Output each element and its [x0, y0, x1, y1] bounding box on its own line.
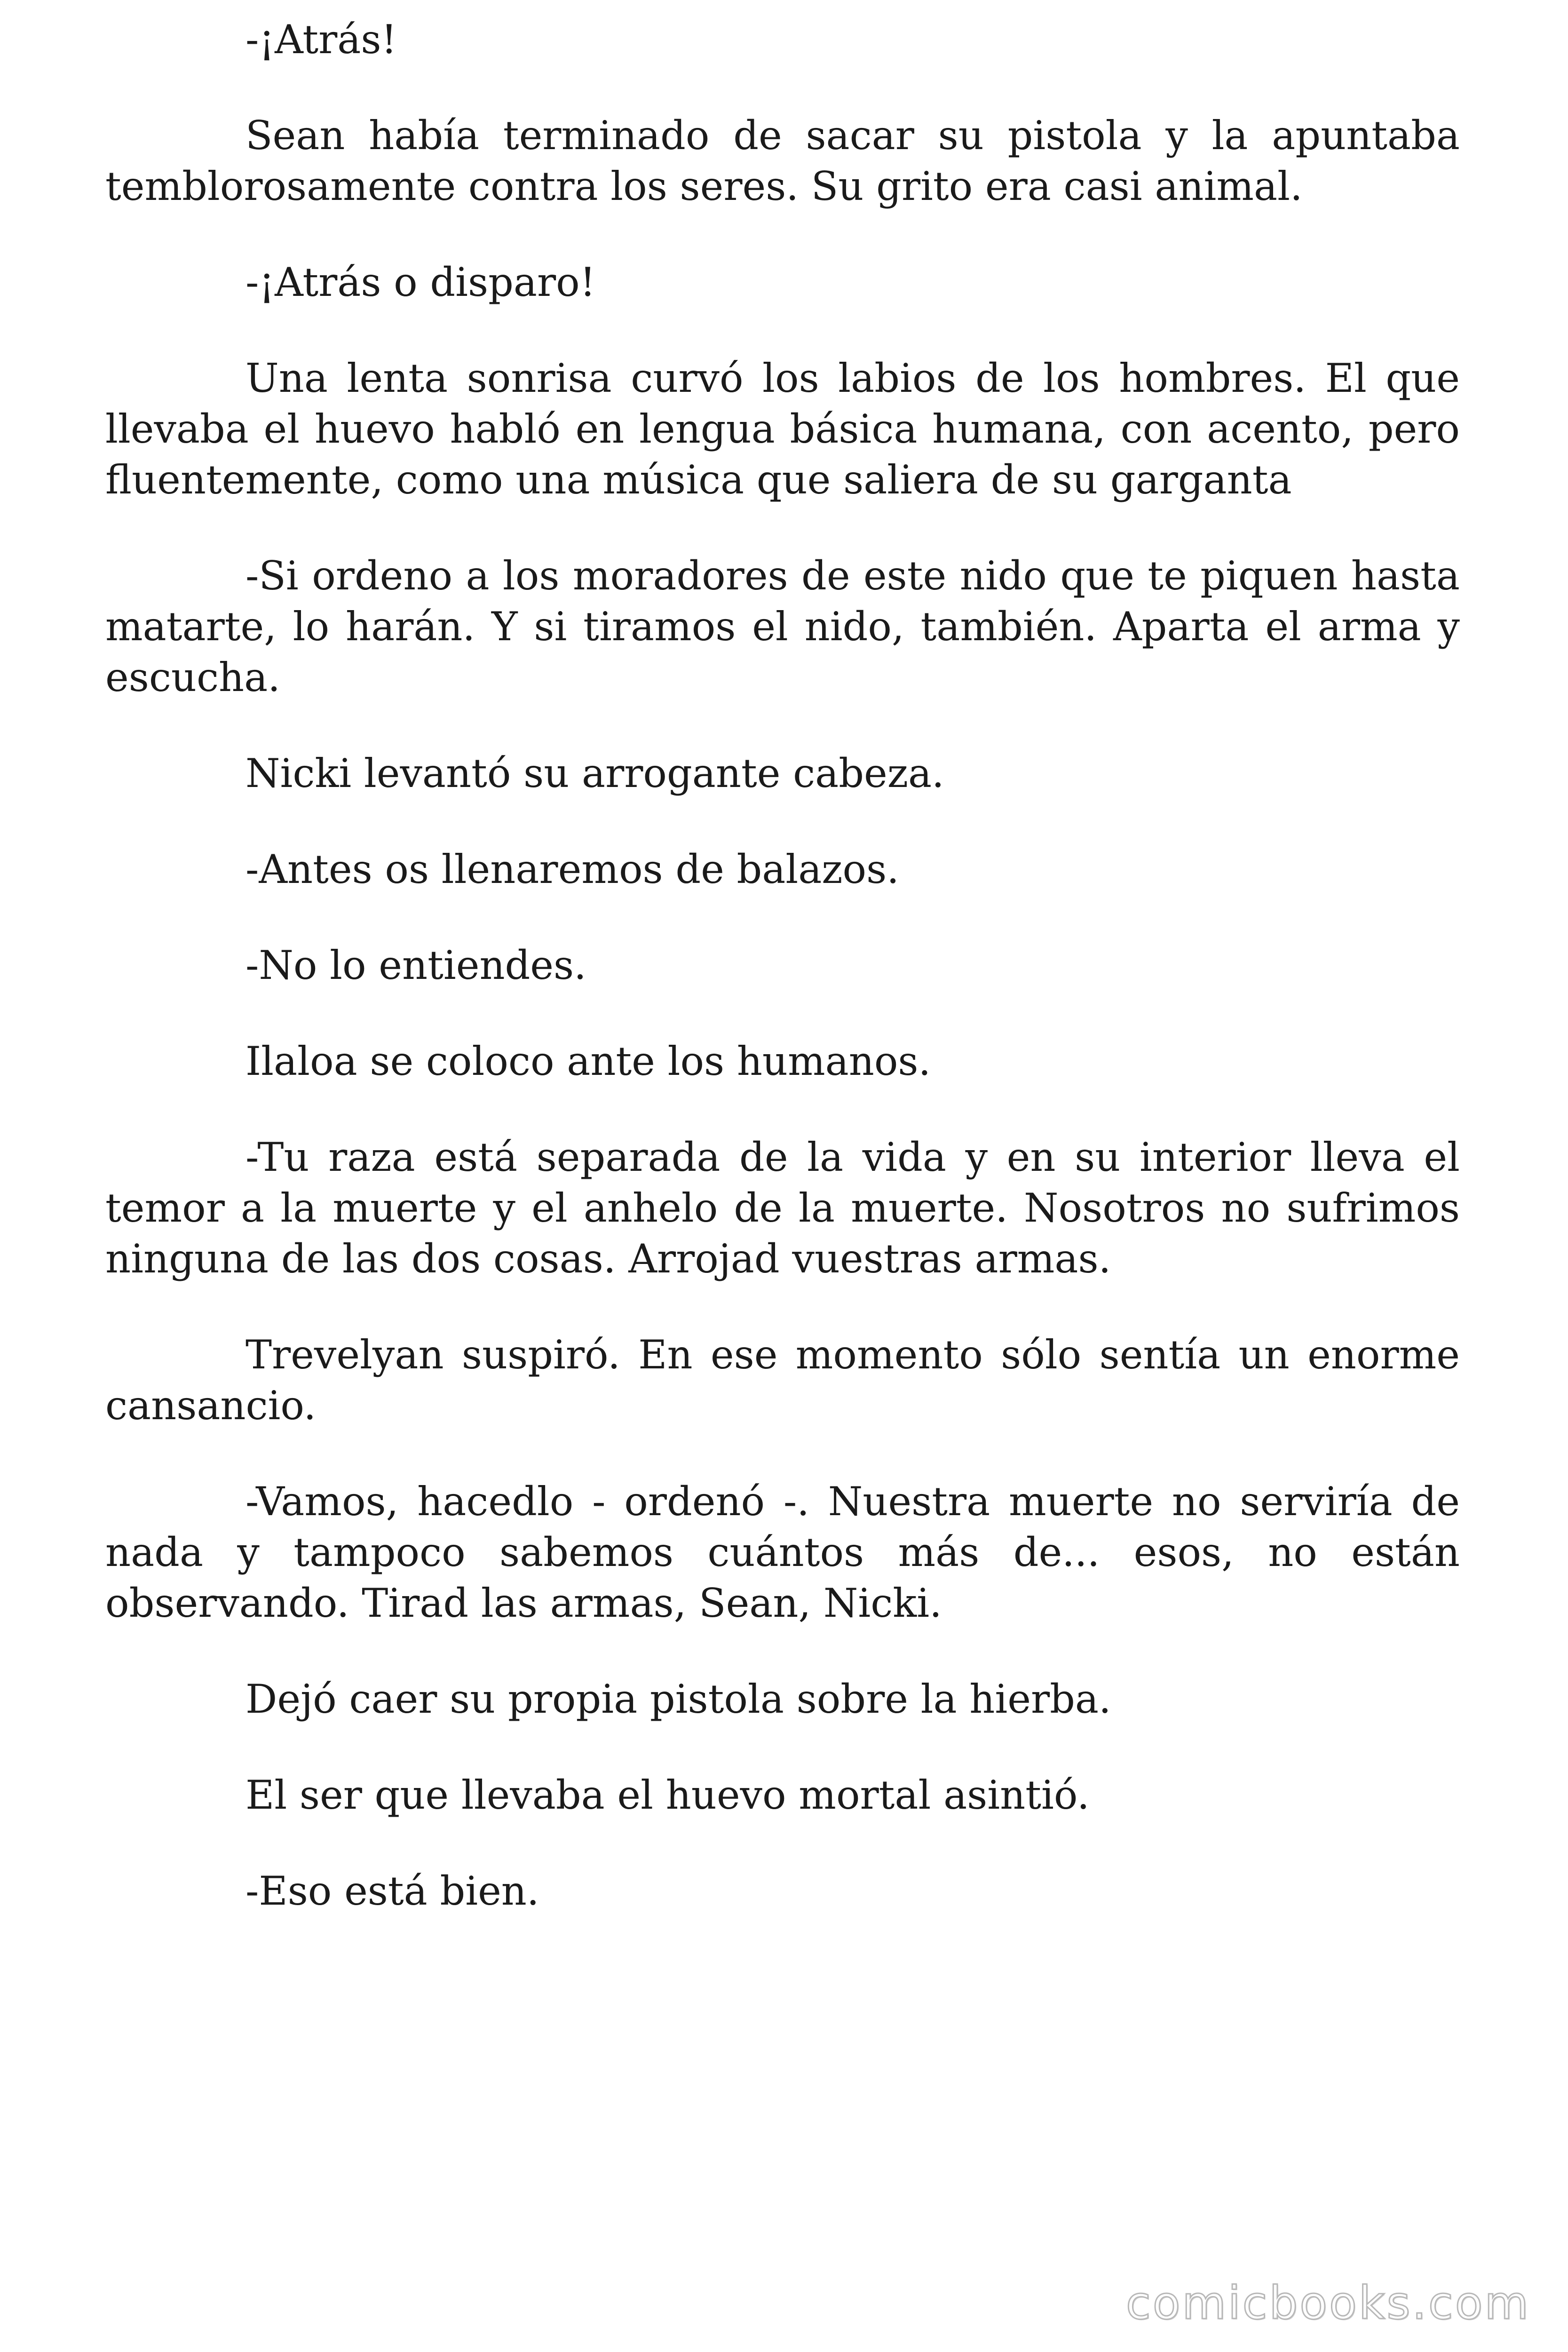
- body-text: [105, 14, 1460, 1962]
- paragraph: Sean había terminado de sacar su pistola y la apuntaba temblorosamente contra los seres. Su grito era casi animal.: [105, 112, 1460, 209]
- paragraph: Una lenta sonrisa curvó los labios de los hombres. El que llevaba el huevo habló en lengua básica humana, con acento, pero fluentemente, como una música que saliera de su garganta: [105, 355, 1460, 503]
- paragraph: Nicki levantó su arrogante cabeza.: [245, 750, 944, 796]
- paragraph: -Si ordeno a los moradores de este nido que te piquen hasta matarte, lo harán. Y si tiramos el nido, también. Aparta el arma y escucha.: [105, 553, 1460, 700]
- paragraph: -Eso está bien.: [245, 1868, 539, 1914]
- paragraph: -No lo entiendes.: [245, 942, 586, 988]
- paragraph: -¡Atrás o disparo!: [245, 259, 596, 305]
- paragraph: -Tu raza está separada de la vida y en su interior lleva el temor a la muerte y el anhelo de la muerte. Nosotros no sufrimos ninguna de las dos cosas. Arrojad vuestras armas.: [105, 1134, 1460, 1282]
- paragraph: El ser que llevaba el huevo mortal asintió.: [245, 1772, 1090, 1818]
- paragraph: Trevelyan suspiró. En ese momento sólo sentía un enorme cansancio.: [105, 1332, 1460, 1429]
- paragraph: Ilaloa se coloco ante los humanos.: [245, 1038, 931, 1084]
- paragraph: -Antes os llenaremos de balazos.: [245, 846, 899, 892]
- paragraph: Dejó caer su propia pistola sobre la hierba.: [245, 1676, 1111, 1722]
- watermark: comicbooks.com: [1125, 2277, 1530, 2329]
- paragraph: -¡Atrás!: [245, 16, 397, 63]
- paragraph: -Vamos, hacedlo - ordenó -. Nuestra muerte no serviría de nada y tampoco sabemos cuántos más de... esos, no están observando. Tirad las armas, Sean, Nicki.: [105, 1478, 1460, 1626]
